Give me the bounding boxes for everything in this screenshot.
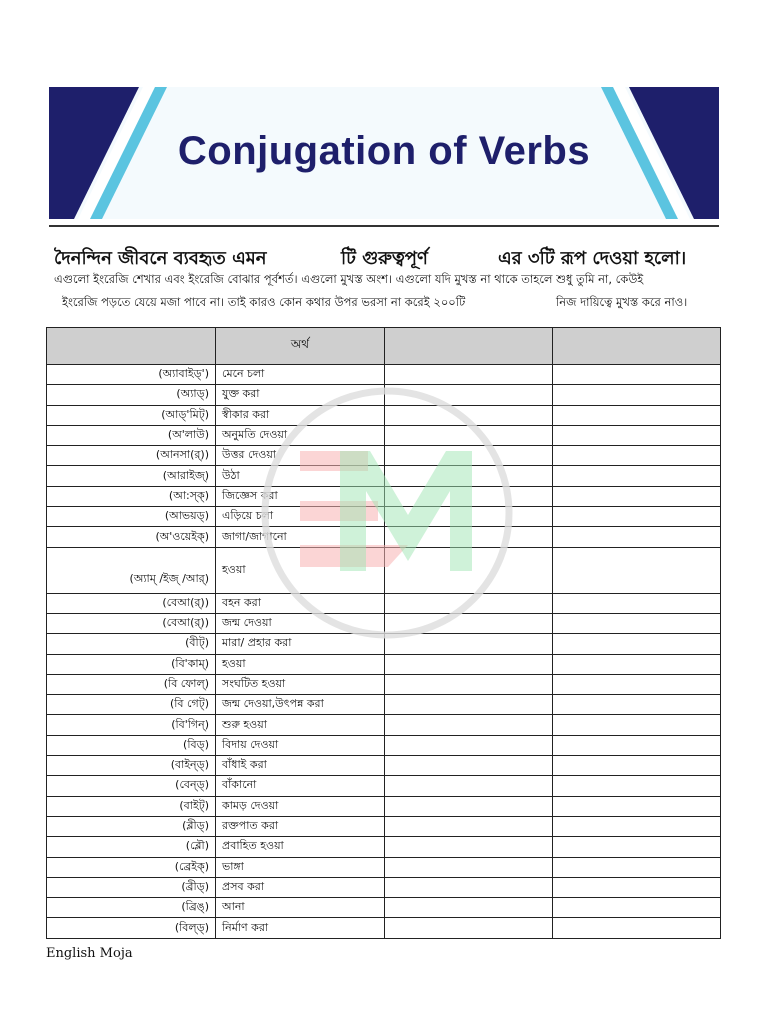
meaning-cell: মারা/ প্রহার করা: [216, 634, 385, 654]
table-row: [47, 365, 721, 385]
empty-cell: [385, 877, 553, 897]
meaning-cell: নির্মাণ করা: [216, 918, 385, 938]
pronunciation-cell: (বি ফোল্): [47, 674, 216, 694]
empty-cell: [553, 735, 721, 755]
empty-cell: [385, 466, 553, 486]
empty-cell: [553, 898, 721, 918]
header-cell-meaning: অর্থ: [216, 328, 385, 365]
empty-cell: [553, 613, 721, 633]
table-row: [47, 613, 721, 633]
empty-cell: [385, 425, 553, 445]
pronunciation-cell: (আভয়ড্): [47, 507, 216, 527]
empty-cell: [385, 365, 553, 385]
table-row: [47, 837, 721, 857]
meaning-cell: জন্ম দেওয়া,উৎপন্ন করা: [216, 695, 385, 715]
empty-cell: [385, 674, 553, 694]
table-row: [47, 385, 721, 405]
pronunciation-cell: (আরাইজ্): [47, 466, 216, 486]
pronunciation-cell: (বাইট্): [47, 796, 216, 816]
meaning-cell: অনুমতি দেওয়া: [216, 425, 385, 445]
table-row: [47, 796, 721, 816]
empty-cell: [385, 547, 553, 593]
pronunciation-cell: (বি'গিন্): [47, 715, 216, 735]
empty-cell: [385, 695, 553, 715]
empty-cell: [385, 593, 553, 613]
table-header-row: [47, 328, 721, 365]
table-row: [47, 507, 721, 527]
table-row: [47, 593, 721, 613]
pronunciation-cell: (ব্রীড্): [47, 877, 216, 897]
empty-cell: [553, 425, 721, 445]
empty-cell: [553, 695, 721, 715]
pronunciation-cell: (অ'ওয়েইক্): [47, 527, 216, 547]
table-row: [47, 918, 721, 938]
pronunciation-cell: (বেন্ড্): [47, 776, 216, 796]
empty-cell: [553, 466, 721, 486]
pronunciation-cell: (আনসা(র্)): [47, 446, 216, 466]
pronunciation-cell: (বি'কাম্): [47, 654, 216, 674]
pronunciation-cell: (বাইন্ড্): [47, 756, 216, 776]
empty-cell: [385, 613, 553, 633]
empty-cell: [385, 634, 553, 654]
empty-cell: [385, 816, 553, 836]
empty-cell: [553, 756, 721, 776]
pronunciation-cell: (বেআ(র্)): [47, 613, 216, 633]
pronunciation-cell: (ব্লীড্): [47, 816, 216, 836]
empty-cell: [553, 816, 721, 836]
intro-line-1: এগুলো ইংরেজি শেখার এবং ইংরেজি বোঝার পূর্বশর্ত। এগুলো মুখস্ত অংশ। এগুলো যদি মুখস্ত না থাকে তাহলে শুধু তুমি না, কেউই: [54, 272, 644, 286]
table-row: [47, 695, 721, 715]
table-row: [47, 466, 721, 486]
empty-cell: [553, 674, 721, 694]
pronunciation-cell: (বিড্): [47, 735, 216, 755]
pronunciation-cell: (ব্লৌ): [47, 837, 216, 857]
meaning-cell: জাগা/জাগানো: [216, 527, 385, 547]
header-cell: [385, 328, 553, 365]
empty-cell: [553, 446, 721, 466]
meaning-cell: এড়িয়ে চলা: [216, 507, 385, 527]
empty-cell: [385, 527, 553, 547]
table-row: [47, 405, 721, 425]
empty-cell: [553, 486, 721, 506]
headline-part-1: দৈনন্দিন জীবনে ব্যবহৃত এমন: [54, 248, 267, 269]
meaning-cell: ভাঙ্গা: [216, 857, 385, 877]
table-body: [47, 365, 721, 939]
empty-cell: [553, 837, 721, 857]
banner-divider: [49, 225, 719, 227]
pronunciation-cell: (বি গেট্): [47, 695, 216, 715]
empty-cell: [385, 898, 553, 918]
empty-cell: [553, 715, 721, 735]
empty-cell: [553, 877, 721, 897]
table-row: [47, 547, 721, 593]
table-row: [47, 446, 721, 466]
empty-cell: [553, 654, 721, 674]
meaning-cell: জিজ্ঞেস করা: [216, 486, 385, 506]
pronunciation-cell: (অ্যাম্ /ইজ্ /আর্): [47, 547, 216, 593]
meaning-cell: সংঘটিত হওয়া: [216, 674, 385, 694]
meaning-cell: কামড় দেওয়া: [216, 796, 385, 816]
meaning-cell: জন্ম দেওয়া: [216, 613, 385, 633]
empty-cell: [385, 385, 553, 405]
table-row: [47, 776, 721, 796]
empty-cell: [385, 837, 553, 857]
empty-cell: [385, 776, 553, 796]
meaning-cell: প্রসব করা: [216, 877, 385, 897]
empty-cell: [553, 405, 721, 425]
meaning-cell: উঠা: [216, 466, 385, 486]
meaning-cell: বহন করা: [216, 593, 385, 613]
banner-title: Conjugation of Verbs: [177, 129, 591, 173]
empty-cell: [385, 405, 553, 425]
pronunciation-cell: (ব্রেইক্): [47, 857, 216, 877]
empty-cell: [385, 918, 553, 938]
meaning-cell: হওয়া: [216, 547, 385, 593]
table-row: [47, 756, 721, 776]
headline-part-3: এর ৩টি রূপ দেওয়া হলো।: [498, 248, 687, 269]
empty-cell: [385, 507, 553, 527]
empty-cell: [553, 857, 721, 877]
table-row: [47, 527, 721, 547]
empty-cell: [385, 735, 553, 755]
meaning-cell: মেনে চলা: [216, 365, 385, 385]
table-row: [47, 654, 721, 674]
verbs-table: [46, 327, 721, 939]
intro-line-2a: ইংরেজি পড়তে যেয়ে মজা পাবে না। তাই কারও কোন কথার উপর ভরসা না করেই ২০০টি: [62, 295, 466, 309]
empty-cell: [553, 547, 721, 593]
empty-cell: [385, 796, 553, 816]
empty-cell: [385, 486, 553, 506]
table-row: [47, 634, 721, 654]
empty-cell: [553, 918, 721, 938]
header-cell: [47, 328, 216, 365]
pronunciation-cell: (অ্যাড্): [47, 385, 216, 405]
pronunciation-cell: (আ:স্ক্): [47, 486, 216, 506]
table-row: [47, 816, 721, 836]
meaning-cell: আনা: [216, 898, 385, 918]
table-row: [47, 898, 721, 918]
pronunciation-cell: (বীট্): [47, 634, 216, 654]
meaning-cell: বিদায় দেওয়া: [216, 735, 385, 755]
table-row: [47, 877, 721, 897]
meaning-cell: বাঁকানো: [216, 776, 385, 796]
pronunciation-cell: (বেআ(র্)): [47, 593, 216, 613]
meaning-cell: প্রবাহিত হওয়া: [216, 837, 385, 857]
empty-cell: [553, 527, 721, 547]
table-row: [47, 857, 721, 877]
pronunciation-cell: (ব্রিঙ্): [47, 898, 216, 918]
meaning-cell: রক্তপাত করা: [216, 816, 385, 836]
headline-part-2: টি গুরুত্বপূর্ণ: [341, 248, 428, 269]
header-cell: [553, 328, 721, 365]
intro-line-2b: নিজ দায়িত্বে মুখস্ত করে নাও।: [556, 295, 688, 309]
empty-cell: [385, 756, 553, 776]
footer-brand: English Moja: [46, 946, 133, 961]
empty-cell: [553, 634, 721, 654]
empty-cell: [553, 593, 721, 613]
empty-cell: [553, 796, 721, 816]
meaning-cell: যুক্ত করা: [216, 385, 385, 405]
pronunciation-cell: (অ্যাবাইড্'): [47, 365, 216, 385]
empty-cell: [385, 446, 553, 466]
table-row: [47, 486, 721, 506]
pronunciation-cell: (অ'লাউ): [47, 425, 216, 445]
meaning-cell: বাঁধাই করা: [216, 756, 385, 776]
table-row: [47, 674, 721, 694]
table-row: [47, 715, 721, 735]
pronunciation-cell: (বিল্ড্): [47, 918, 216, 938]
title-banner: [49, 87, 719, 219]
empty-cell: [385, 715, 553, 735]
empty-cell: [553, 365, 721, 385]
meaning-cell: স্বীকার করা: [216, 405, 385, 425]
empty-cell: [553, 385, 721, 405]
empty-cell: [553, 776, 721, 796]
table-row: [47, 735, 721, 755]
table-row: [47, 425, 721, 445]
meaning-cell: হওয়া: [216, 654, 385, 674]
meaning-cell: উত্তর দেওয়া: [216, 446, 385, 466]
meaning-cell: শুরু হওয়া: [216, 715, 385, 735]
empty-cell: [385, 654, 553, 674]
empty-cell: [553, 507, 721, 527]
empty-cell: [385, 857, 553, 877]
pronunciation-cell: (আড্'মিট্): [47, 405, 216, 425]
